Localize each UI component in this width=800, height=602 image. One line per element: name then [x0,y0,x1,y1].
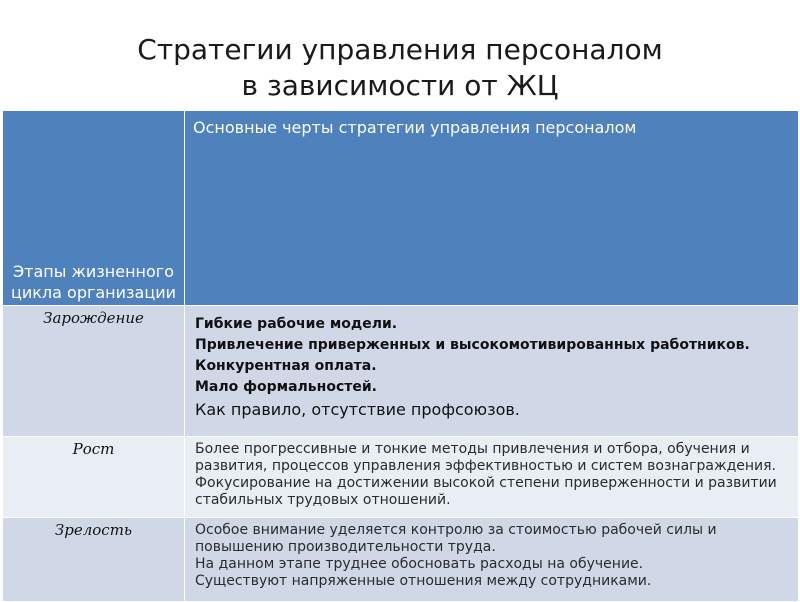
description-line: Как правило, отсутствие профсоюзов. [195,400,520,419]
stage-cell [3,437,185,518]
description-line: Особое внимание уделяется контролю за стоимостью рабочей силы и повышению производительности труда. [195,522,717,555]
strategy-table [2,110,799,602]
description-line: Существуют напряженные отношения между сотрудниками. [195,573,652,589]
description-cell [185,306,799,437]
slide-title [0,32,800,104]
description-text: Более прогрессивные и тонкие методы привлечения и отбора, обучения и развития, процессов управления эффективностью и систем вознаграждения. Фокусирование на достижении высокой степени приверженности и развитии стабильных трудовых отношений. [195,441,777,508]
description-line: Привлечение приверженных и высокомотивированных работников. [195,337,750,353]
stage-cell [3,518,185,602]
header-stages-label: Этапы жизненного цикла организации [10,262,177,302]
header-stages-cell [3,111,185,306]
title-line-2: в зависимости от ЖЦ [241,69,559,102]
description-cell [185,518,799,602]
table-row [3,306,799,437]
description-text [185,306,798,430]
description-text [185,518,798,594]
stage-cell [3,306,185,437]
stage-label: Зарождение [43,309,144,327]
description-line: На данном этапе труднее обосновать расходы на обучение. [195,556,644,572]
description-line: Конкурентная оплата. [195,358,377,374]
table-header-row [3,111,799,306]
title-line-1: Стратегии управления персоналом [137,33,663,66]
table-row [3,518,799,602]
description-line: Мало формальностей. [195,379,377,395]
table-row [3,437,799,518]
description-cell [185,437,799,518]
description-line: Гибкие рабочие модели. [195,316,398,332]
header-features-label: Основные черты стратегии управления персоналом [193,118,637,137]
stage-label: Зрелость [54,521,133,539]
stage-label: Рост [72,440,115,458]
header-features-cell [185,111,799,306]
